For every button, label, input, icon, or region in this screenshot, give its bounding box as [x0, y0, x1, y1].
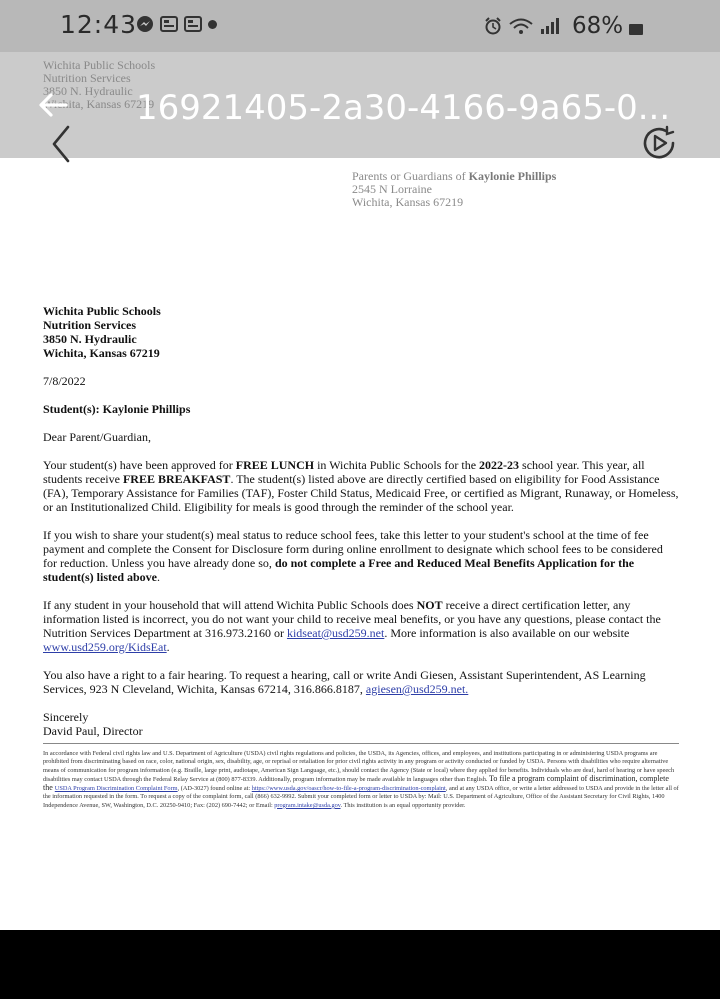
notification-icons [136, 15, 217, 33]
paragraph-approval: Your student(s) have been approved for FREE LUNCH in Wichita Public Schools for the 2022-23 school year. This year, all students receive FREE BREAKFAST. The student(s) listed above are directly certified based on eligibility for Food Assistance (FA), Temporary Assistance for Families (TAF), Foster Child Status, Medicaid Free, or certified as Migrant, Runaway, or Homeless, or an Institutionalized Child. Eligibility for meals is good through the reminder of the school year. [43, 458, 679, 514]
students-line: Student(s): Kaylonie Phillips [43, 402, 191, 416]
recipient-prefix: Parents or Guardians of [352, 169, 466, 183]
status-bar [0, 0, 720, 52]
wifi-icon [508, 17, 534, 35]
program-intake-email-link[interactable]: program.intake@usda.gov [274, 801, 341, 809]
greeting: Dear Parent/Guardian, [43, 430, 151, 444]
paragraph-fees: If you wish to share your student(s) meal status to reduce school fees, take this letter to your student's school at the time of fee payment and complete the Consent for Disclosure form during online enrollment to designate which school fees to be considered for reduction. Unless you have already done so, do not complete a Free and Reduced Meal Benefits Application for the student(s) listed above. [43, 528, 663, 584]
sender-address [43, 304, 679, 360]
messenger-icon [136, 15, 154, 33]
alarm-icon [484, 17, 502, 35]
navigation-bar [0, 930, 720, 999]
paragraph-hearing: You also have a right to a fair hearing. To request a hearing, call or write Andi Giesen, Assistant Superintendent, AS Learning Services, 923 N Cleveland, Wichita, Kansas 67214, 316.866.8187, agiesen@usd259.net. [43, 668, 646, 696]
recipient-address [352, 170, 556, 209]
status-time: 12:43 [60, 10, 138, 39]
recipient-address-line: Wichita, Kansas 67219 [352, 195, 464, 209]
recipient-name: Kaylonie Phillips [468, 169, 557, 183]
complaint-form-link[interactable]: USDA Program Discrimination Complaint Form [54, 785, 178, 793]
back-arrow-icon[interactable] [36, 88, 70, 122]
signature: David Paul, Director [43, 724, 143, 738]
sender-line: Nutrition Services [43, 318, 136, 332]
paragraph-contact: If any student in your household that will attend Wichita Public Schools does NOT receive a direct certification letter, any information listed is incorrect, you do not want your child to receive meal benefits, or you have any questions, please contact the Nutrition Services Department at 316.973.2160 or kidseat@usd259.net. More information is also available on our website www.usd259.org/KidsEat. [43, 598, 661, 654]
battery-icon [629, 24, 643, 35]
kidseat-website-link[interactable]: www.usd259.org/KidsEat [43, 640, 167, 654]
sender-line: 3850 N. Hydraulic [43, 332, 137, 346]
letter-body [43, 304, 679, 752]
chevron-left-icon[interactable] [48, 124, 74, 164]
battery-percent: 68% [572, 13, 624, 39]
signal-icon [540, 17, 562, 35]
sender-line: Wichita Public Schools [43, 304, 161, 318]
closing-block [43, 710, 679, 738]
agiesen-email-link[interactable]: agiesen@usd259.net. [365, 682, 469, 696]
slideshow-play-icon[interactable] [640, 124, 678, 162]
closing: Sincerely [43, 710, 89, 724]
usda-disclaimer: In accordance with Federal civil rights law and U.S. Department of Agriculture (USDA) civil rights regulations and policies, the USDA, its Agencies, offices, and employees, and institutions participating in or administering USDA programs are prohibited from discriminating based on race, color, national origin, sex, disability, age, or reprisal or retaliation for prior civil rights activity in any program or activity conducted or funded by USDA. Persons with disabilities who require alternative means of communication for program information (e.g. Braille, large print, audiotape, American Sign Language, etc.), should contact the Agency (State or local) where they applied for benefits. Individuals who are deaf, hard of hearing or have speech disabilities may contact USDA through the Federal Relay Service at (800) 877-8339. Additionally, program information may be made available in languages other than English. To file a program complaint of discrimination, complete the USDA Program Discrimination Complaint Form, (AD-3027) found online at: https://www.usda.gov/oascr/how-to-file-a-program-discrimination-complaint, and at any USDA office, or write a letter addressed to USDA and provide in the letter all of the information requested in the form. To request a copy of the complaint form, call (866) 632-9992. Submit your completed form or letter to USDA by: Mail: U.S. Department of Agriculture, Office of the Assistant Secretary for Civil Rights, 1400 Independence Avenue, SW, Washington, D.C. 20250-9410; Fax: (202) 690-7442; or Email: program.intake@usda.gov. This institution is an equal opportunity provider. [43, 743, 679, 810]
letter-date: 7/8/2022 [43, 374, 86, 388]
system-icons [484, 13, 643, 39]
dot-icon [208, 20, 217, 29]
news-icon [184, 15, 202, 33]
document-title: 16921405-2a30-4166-9a65-0... [136, 88, 671, 128]
news-icon [160, 15, 178, 33]
sender-line: Wichita, Kansas 67219 [43, 346, 160, 360]
recipient-address-line: 2545 N Lorraine [352, 182, 432, 196]
kidseat-email-link[interactable]: kidseat@usd259.net [286, 626, 385, 640]
usda-complaint-url-link[interactable]: https://www.usda.gov/oascr/how-to-file-a-program-discrimination-complaint [251, 785, 446, 793]
